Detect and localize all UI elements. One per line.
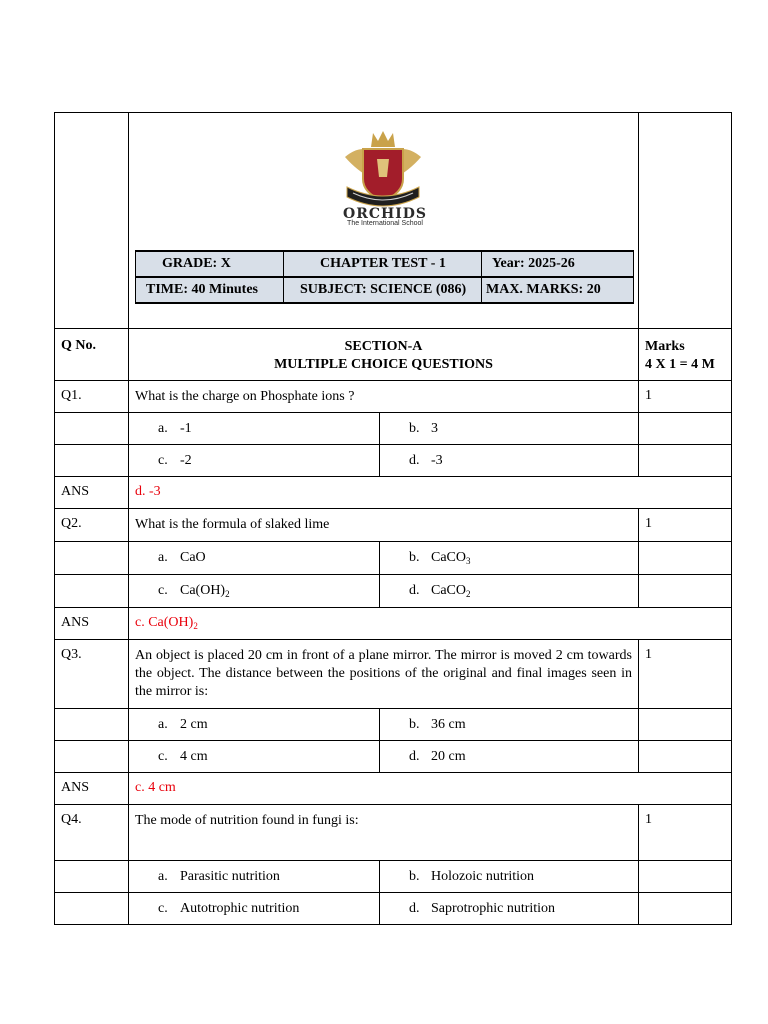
- answer-text: c. $Ca(OH)_2$: [129, 608, 732, 640]
- section-header: [129, 329, 639, 381]
- question-number: Q1.: [55, 381, 129, 413]
- answer-text: d. -3: [129, 477, 732, 509]
- question-marks: 1: [639, 640, 732, 709]
- question-text: What is the formula of slaked lime: [129, 509, 639, 542]
- answer-row: [55, 477, 732, 509]
- max-marks-label: MAX. MARKS: 20: [482, 277, 634, 303]
- question-row: [55, 640, 732, 709]
- section-name: SECTION-A: [344, 339, 423, 354]
- question-marks: 1: [639, 805, 732, 861]
- question-marks: 1: [639, 381, 732, 413]
- question-marks: 1: [639, 509, 732, 542]
- option-b: b. 36 cm: [380, 709, 639, 741]
- options-row: [55, 709, 732, 741]
- option-d: d. -3: [380, 445, 639, 477]
- question-text: An object is placed 20 cm in front of a plane mirror. The mirror is moved 2 cm towards the object. The distance between the positions of the original and final images seen in the mirror is:: [129, 640, 639, 709]
- options-row: [55, 542, 732, 575]
- option-c: c. $Ca(OH)_2$: [129, 575, 380, 608]
- section-title: MULTIPLE CHOICE QUESTIONS: [274, 357, 493, 372]
- answer-row: [55, 773, 732, 805]
- option-a: a. CaO: [129, 542, 380, 575]
- test-info-table: [135, 250, 634, 304]
- school-tagline: The International School: [347, 220, 423, 227]
- question-table: [54, 112, 732, 925]
- grade-label: GRADE: X: [136, 251, 284, 277]
- options-row: [55, 413, 732, 445]
- option-c: c. Autotrophic nutrition: [129, 893, 380, 925]
- answer-label: ANS: [55, 477, 129, 509]
- option-d: d. Saprotrophic nutrition: [380, 893, 639, 925]
- option-d: d. CaCO$_2$: [380, 575, 639, 608]
- question-text: What is the charge on Phosphate ions ?: [129, 381, 639, 413]
- options-row: [55, 575, 732, 608]
- option-a: a. 2 cm: [129, 709, 380, 741]
- option-a: a. Parasitic nutrition: [129, 861, 380, 893]
- section-header-row: [55, 329, 732, 381]
- question-number: Q4.: [55, 805, 129, 861]
- subject-label: SUBJECT: SCIENCE (086): [284, 277, 482, 303]
- header-left-cell: [55, 113, 129, 329]
- question-number: Q3.: [55, 640, 129, 709]
- option-b: b. CaCO$_3$: [380, 542, 639, 575]
- question-row: [55, 509, 732, 542]
- answer-label: ANS: [55, 773, 129, 805]
- question-row: [55, 805, 732, 861]
- school-header-cell: [129, 113, 639, 329]
- answer-row: [55, 608, 732, 640]
- school-name: ORCHIDS: [343, 206, 427, 222]
- question-row: [55, 381, 732, 413]
- qno-header: Q No.: [55, 329, 129, 381]
- test-label: CHAPTER TEST - 1: [284, 251, 482, 277]
- option-c: c. -2: [129, 445, 380, 477]
- marks-label: Marks: [645, 339, 685, 354]
- question-number: Q2.: [55, 509, 129, 542]
- question-paper: [54, 112, 731, 925]
- question-text: The mode of nutrition found in fungi is:: [129, 805, 639, 861]
- header-row: [55, 113, 732, 329]
- options-row: [55, 445, 732, 477]
- option-d: d. 20 cm: [380, 741, 639, 773]
- option-a: a. -1: [129, 413, 380, 445]
- option-b: b. Holozoic nutrition: [380, 861, 639, 893]
- answer-label: ANS: [55, 608, 129, 640]
- marks-header: [639, 329, 732, 381]
- options-row: [55, 893, 732, 925]
- header-right-cell: [639, 113, 732, 329]
- answer-text: c. 4 cm: [129, 773, 732, 805]
- year-label: Year: 2025-26: [482, 251, 634, 277]
- marks-formula: 4 X 1 = 4 M: [645, 357, 715, 372]
- options-row: [55, 861, 732, 893]
- time-label: TIME: 40 Minutes: [136, 277, 284, 303]
- school-brand: [335, 206, 435, 227]
- option-c: c. 4 cm: [129, 741, 380, 773]
- options-row: [55, 741, 732, 773]
- option-b: b. 3: [380, 413, 639, 445]
